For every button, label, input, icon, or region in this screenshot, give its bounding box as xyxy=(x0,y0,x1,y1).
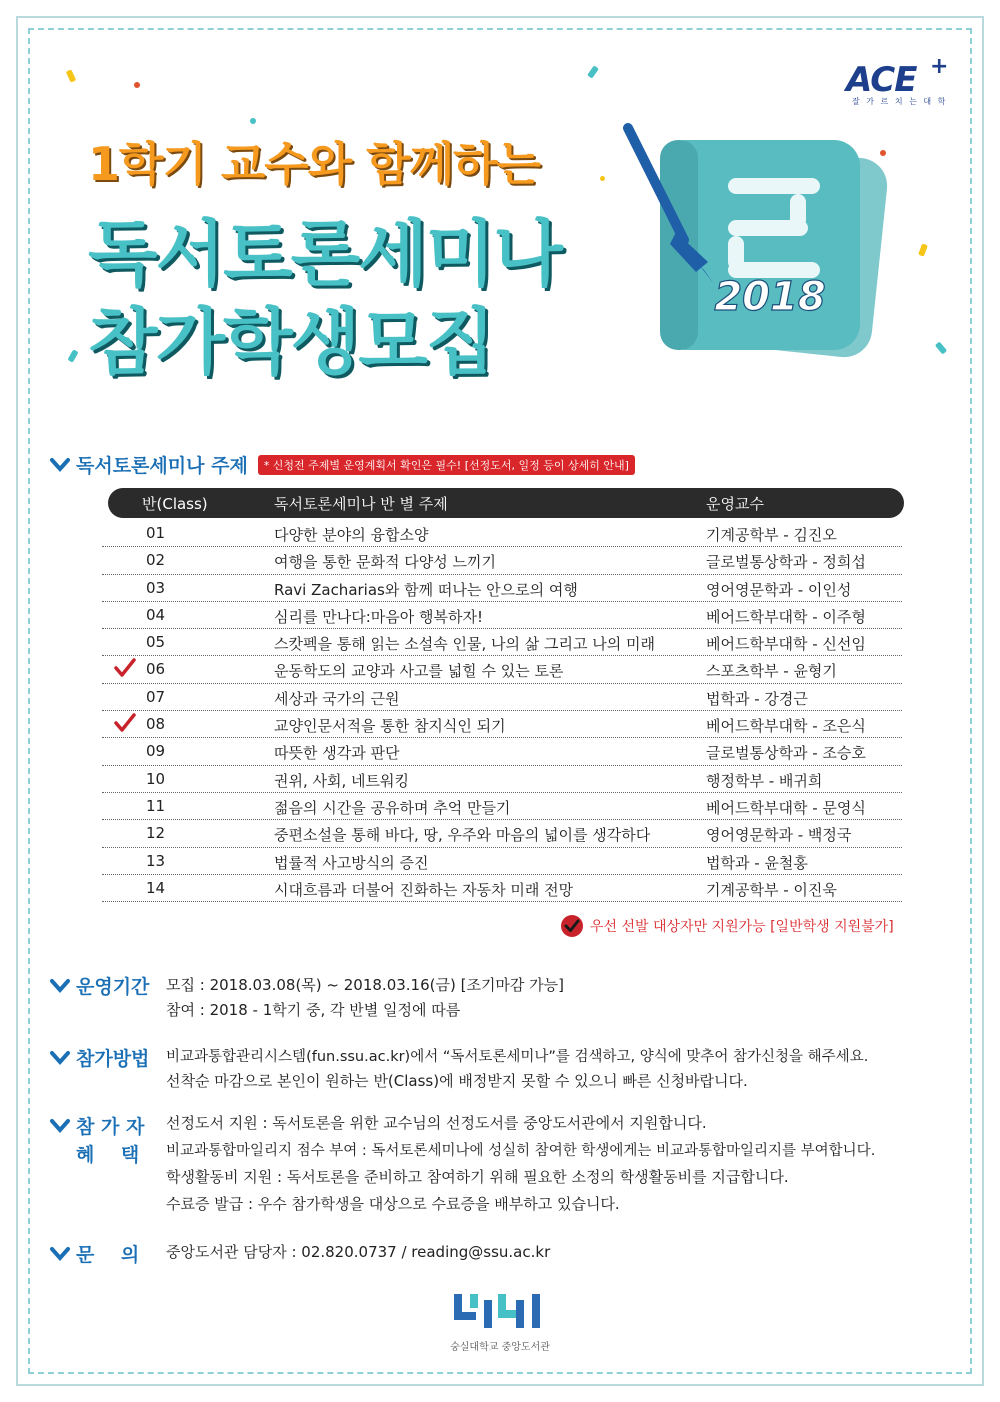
chevron-down-icon xyxy=(50,457,70,473)
table-row xyxy=(102,766,902,793)
row-professor: 영어영문학과 - 이인성 xyxy=(706,580,852,599)
row-class-number: 09 xyxy=(146,742,166,761)
row-professor: 행정학부 - 배귀희 xyxy=(706,771,823,790)
row-professor: 베어드학부대학 - 이주형 xyxy=(706,607,866,626)
row-professor: 기계공학부 - 이진욱 xyxy=(706,880,837,899)
method-line-2: 선착순 마감으로 본인이 원하는 반(Class)에 배정받지 못할 수 있으니 빠른 신청바랍니다. xyxy=(166,1072,748,1090)
benefit-line: 비교과통합마일리지 점수 부여 : 독서토론세미나에 성실히 참여한 학생에게는 비교과통합마일리지를 부여합니다. xyxy=(166,1143,876,1159)
library-name: 숭실대학교 중앙도서관 xyxy=(450,1342,550,1353)
row-professor: 글로벌통상학과 - 조승호 xyxy=(706,744,866,763)
table-row xyxy=(102,602,902,629)
row-professor: 베어드학부대학 - 신선임 xyxy=(706,635,866,654)
benefit-line: 학생활동비 지원 : 독서토론을 준비하고 참여하기 위해 필요한 소정의 학생활동비를 지급합니다. xyxy=(166,1168,789,1186)
chevron-down-icon xyxy=(50,1246,70,1262)
priority-note-text: 우선 선발 대상자만 지원가능 [일반학생 지원불가] xyxy=(590,919,894,935)
confetti-piece xyxy=(134,82,140,88)
row-class-number: 05 xyxy=(146,633,166,652)
row-class-number: 07 xyxy=(146,687,166,706)
method-line-1: 비교과통합관리시스템(fun.ssu.ac.kr)에서 “독서토론세미나”를 검색하고, 양식에 맞추어 참가신청을 해주세요. xyxy=(166,1049,869,1065)
table-row xyxy=(102,875,902,902)
row-topic: 세상과 국가의 근원 xyxy=(274,689,400,708)
table-row xyxy=(102,547,902,574)
chevron-down-icon xyxy=(50,1118,70,1134)
seminar-table-body xyxy=(102,520,902,902)
period-section-label: 운영기간 xyxy=(76,976,150,998)
row-topic: Ravi Zacharias와 함께 떠나는 안으로의 여행 xyxy=(274,580,578,599)
ace-logo xyxy=(846,54,956,108)
row-class-number: 06 xyxy=(146,660,166,679)
row-class-number: 08 xyxy=(146,715,166,734)
book-pen-icon xyxy=(620,120,900,370)
period-section-header xyxy=(50,972,149,999)
table-row xyxy=(102,848,902,875)
table-row xyxy=(102,793,902,820)
method-section-header xyxy=(50,1044,149,1071)
title-line-2: 독서토론세미나 xyxy=(88,212,561,296)
row-class-number: 03 xyxy=(146,578,166,597)
row-topic: 법률적 사고방식의 증진 xyxy=(274,853,429,872)
chevron-down-icon xyxy=(50,978,70,994)
table-row xyxy=(102,520,902,547)
row-class-number: 01 xyxy=(146,524,166,542)
row-topic: 권위, 사회, 네트워킹 xyxy=(274,771,409,790)
column-header-professor: 운영교수 xyxy=(706,495,764,513)
row-topic: 다양한 분야의 융합소양 xyxy=(274,526,429,544)
row-professor: 법학과 - 윤철홍 xyxy=(706,853,808,872)
book-illustration xyxy=(620,120,900,370)
chevron-down-icon xyxy=(50,1050,70,1066)
title-line-3: 참가학생모집 xyxy=(88,300,494,384)
table-row xyxy=(102,711,902,738)
contact-section-header xyxy=(50,1240,139,1267)
row-topic: 운동학도의 교양과 사고를 넓힐 수 있는 토론 xyxy=(274,662,564,681)
ssu-logo-icon xyxy=(440,1290,560,1334)
table-row xyxy=(102,575,902,602)
row-professor: 글로벌통상학과 - 정희섭 xyxy=(706,553,866,572)
check-mark-icon xyxy=(114,713,136,733)
title-line-1: 1학기 교수와 함께하는 xyxy=(88,137,540,191)
row-class-number: 13 xyxy=(146,851,166,870)
ace-logo-subtitle: 잘 가 르 치 는 대 학 xyxy=(852,97,948,106)
row-topic: 시대흐름과 더불어 진화하는 자동차 미래 전망 xyxy=(274,880,574,899)
row-class-number: 11 xyxy=(146,796,166,815)
ace-logo-text: ACE xyxy=(846,60,917,100)
row-professor: 영어영문학과 - 백정국 xyxy=(706,826,852,845)
table-row xyxy=(102,629,902,656)
seminar-table-header xyxy=(108,488,904,518)
row-professor: 스포츠학부 - 윤형기 xyxy=(706,662,837,681)
method-section-label: 참가방법 xyxy=(76,1048,150,1070)
book-year: 2018 xyxy=(714,274,826,320)
check-mark-icon xyxy=(114,658,136,678)
row-topic: 교양인문서적을 통한 참지식인 되기 xyxy=(274,717,506,736)
contact-line: 중앙도서관 담당자 : 02.820.0737 / reading@ssu.ac.kr xyxy=(166,1243,551,1261)
row-topic: 여행을 통한 문화적 다양성 느끼기 xyxy=(274,553,496,572)
benefits-section-label-bottom: 혜 택 xyxy=(76,1144,140,1166)
row-topic: 스캇펙을 통해 읽는 소설속 인물, 나의 삶 그리고 나의 미래 xyxy=(274,635,655,654)
column-header-topic: 독서토론세미나 반 별 주제 xyxy=(274,495,448,513)
benefit-line: 수료증 발급 : 우수 참가학생을 대상으로 수료증을 배부하고 있습니다. xyxy=(166,1195,620,1213)
row-topic: 중편소설을 통해 바다, 땅, 우주와 마음의 넓이를 생각하다 xyxy=(274,826,651,845)
table-row xyxy=(102,820,902,847)
table-row xyxy=(102,738,902,765)
priority-note xyxy=(560,914,894,938)
row-topic: 젊음의 시간을 공유하며 추억 만들기 xyxy=(274,798,511,817)
benefits-section-label-top: 참 가 자 xyxy=(76,1116,145,1138)
confetti-piece xyxy=(250,118,256,124)
table-row xyxy=(102,684,902,711)
ace-logo-plus: + xyxy=(930,54,949,79)
benefits-section-header xyxy=(50,1112,144,1139)
row-class-number: 14 xyxy=(146,878,166,897)
row-professor: 베어드학부대학 - 조은식 xyxy=(706,717,866,736)
row-professor: 기계공학부 - 김진오 xyxy=(706,526,837,544)
period-participate-line: 참여 : 2018 - 1학기 중, 각 반별 일정에 따름 xyxy=(166,1001,461,1019)
column-header-class: 반(Class) xyxy=(142,495,208,513)
contact-section-label: 문 의 xyxy=(76,1244,140,1266)
confetti-piece xyxy=(600,176,605,181)
check-circle-icon xyxy=(560,914,584,938)
table-row xyxy=(102,656,902,683)
row-topic: 심리를 만나다:마음아 행복하자! xyxy=(274,607,483,626)
row-topic: 따뜻한 생각과 판단 xyxy=(274,744,400,763)
seminar-notice-badge: * 신청전 주제별 운영계획서 확인은 필수! [선정도서, 일정 등이 상세히 안내] xyxy=(258,455,635,475)
seminar-section-header xyxy=(50,451,635,478)
benefit-line: 선정도서 지원 : 독서토론을 위한 교수님의 선정도서를 중앙도서관에서 지원합니다. xyxy=(166,1114,707,1132)
seminar-section-label: 독서토론세미나 주제 xyxy=(76,455,248,477)
row-professor: 베어드학부대학 - 문영식 xyxy=(706,798,866,817)
row-class-number: 12 xyxy=(146,824,166,843)
row-class-number: 04 xyxy=(146,605,166,624)
row-class-number: 10 xyxy=(146,769,166,788)
row-professor: 법학과 - 강경근 xyxy=(706,689,808,708)
period-recruit-line: 모집 : 2018.03.08(목) ~ 2018.03.16(금) [조기마감 가능] xyxy=(166,976,565,994)
row-class-number: 02 xyxy=(146,551,166,570)
